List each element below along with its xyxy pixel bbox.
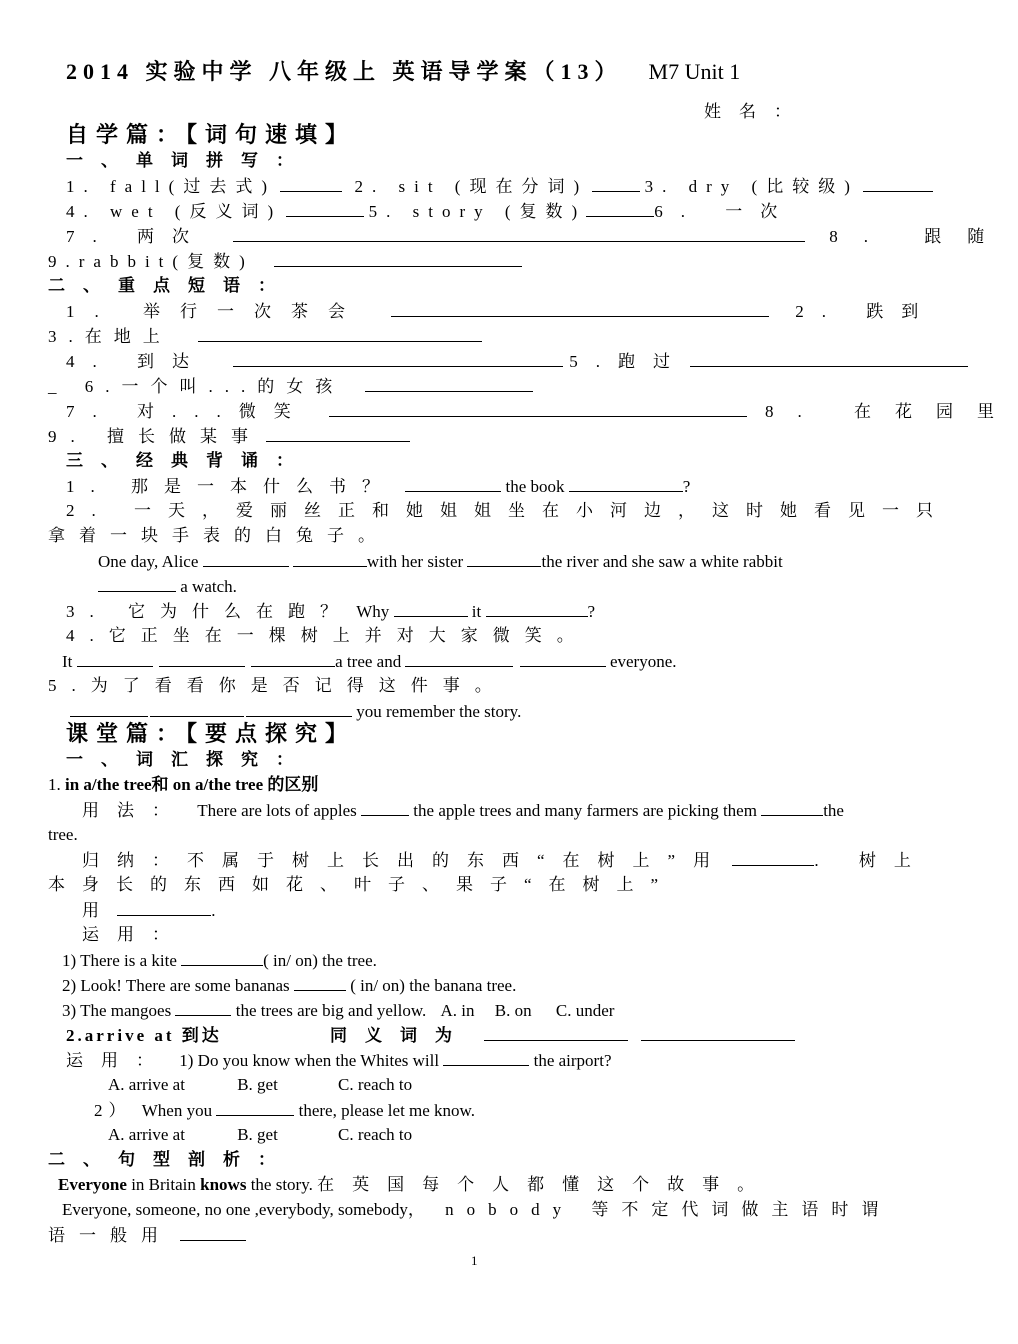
blank[interactable] (484, 1025, 628, 1041)
blank[interactable] (198, 326, 482, 342)
item1-summary-b: 本身长的东西如花、叶子、果子“在树上” (48, 875, 676, 894)
item1-usage: 用法： There are lots of apples the apple trees and many farmers are picking them the (82, 801, 844, 820)
name-label: 姓名： (704, 102, 809, 121)
option-c[interactable]: C. reach to (338, 1125, 413, 1144)
phrase-line-2: 3.在地上 (48, 326, 482, 347)
item2-q2: 2） When you there, please let me know. (94, 1101, 475, 1120)
blank[interactable] (117, 900, 211, 916)
blank[interactable] (443, 1050, 529, 1066)
recite-4-cn: 4.它正坐在一棵树上并对大家微笑。 (66, 626, 589, 645)
item2-q2-options (108, 1125, 412, 1145)
sentence-heading: 二、句型剖析： (48, 1150, 293, 1169)
blank[interactable] (233, 226, 805, 242)
blank[interactable] (863, 176, 933, 192)
blank[interactable] (150, 701, 244, 717)
blank[interactable] (586, 201, 654, 217)
blank[interactable] (405, 651, 513, 667)
item2-q1: 运用： 1) Do you know when the Whites will the airport? (66, 1051, 612, 1070)
recite-3: 3. 它为什么在跑？ Why it ? (66, 602, 596, 621)
blank[interactable] (266, 426, 410, 442)
option-a[interactable]: A. arrive at (108, 1075, 185, 1094)
blank[interactable] (405, 476, 501, 492)
item1-apply-label: 运用： (82, 925, 187, 944)
recite-2-cn-a: 2. 一天，爱丽丝正和她姐姐坐在小河边，这时她看见一只 (66, 501, 950, 520)
item1-summary-a: 归纳：不属于树上长出的东西“在树上”用 . 树上 (82, 851, 929, 870)
item1-q3: 3) The mangoes the trees are big and yellow. A. in B. on C. under (62, 1001, 615, 1020)
spelling-line-2: 4. wet (反义词) 5. story (复数) 6. 一次 (66, 202, 796, 221)
option-a[interactable]: A. in (440, 1001, 475, 1020)
blank[interactable] (246, 701, 352, 717)
item2-q1-options (108, 1075, 412, 1095)
blank[interactable] (216, 1100, 294, 1116)
blank[interactable] (761, 800, 823, 816)
unit-label: M7 Unit 1 (648, 59, 741, 84)
option-b[interactable]: B. get (237, 1075, 278, 1094)
blank[interactable] (159, 651, 245, 667)
item2-title: 2.arrive at 到达 同义词为 (66, 1025, 795, 1046)
page-number: 1 (471, 1253, 478, 1268)
sentence-note-a: Everyone, someone, no one ,everybody, somebody， nobody 等不定代词做主语时谓 (62, 1200, 892, 1219)
phrase-line-4: _ 6.一个叫...的女孩 (48, 376, 533, 397)
blank[interactable] (233, 351, 563, 367)
blank[interactable] (180, 1225, 246, 1241)
blank[interactable] (520, 651, 606, 667)
recite-2-cn-b: 拿着一块手表的白兔子。 (48, 526, 389, 545)
item1-q1: 1) There is a kite ( in/ on) the tree. (62, 951, 377, 970)
spelling-line-3: 7. 两次 8. 跟随 (66, 227, 1011, 246)
blank[interactable] (486, 601, 588, 617)
phrase-line-5: 7. 对...微笑 8. 在花园里 (66, 402, 1018, 421)
item1-title: 1. in a/the tree和 on a/the tree 的区别 (48, 775, 319, 794)
blank[interactable] (175, 1000, 231, 1016)
blank[interactable] (361, 800, 409, 816)
blank[interactable] (70, 701, 148, 717)
blank[interactable] (329, 401, 747, 417)
recite-5-cn: 5.为了看看你是否记得这件事。 (48, 676, 507, 695)
blank[interactable] (569, 476, 683, 492)
title-main: 2014 实验中学 八年级上 英语导学案（13） (66, 59, 623, 84)
option-b[interactable]: B. get (237, 1125, 278, 1144)
spelling-line-1: 1. fall(过去式) 2. sit (现在分词) 3. dry (比较级) (66, 176, 933, 197)
spelling-line-4: 9.rabbit(复数) (48, 251, 522, 272)
classroom-heading: 课堂篇：【要点探究】 (66, 721, 356, 746)
sentence-example: Everyone in Britain knows the story. 在英国每个人都懂这个故事。 (58, 1175, 773, 1194)
recite-5-en: you remember the story. (70, 701, 521, 722)
item1-summary-c: 用 . (82, 901, 216, 920)
recite-2-en-a: One day, Alice with her sister the river and she saw a white rabbit (98, 552, 783, 571)
sentence-note-b: 语一般用 (48, 1225, 246, 1246)
spelling-heading: 一、单词拼写： (66, 151, 311, 170)
blank[interactable] (394, 601, 468, 617)
phrase-line-6: 9. 擅长做某事 (48, 426, 410, 447)
blank[interactable] (732, 850, 814, 866)
option-b[interactable]: B. on (494, 1001, 532, 1020)
blank[interactable] (181, 950, 263, 966)
phrase-line-1: 1. 举行一次茶会 2. 跌到 (66, 302, 937, 321)
item1-usage-cont: tree. (48, 825, 78, 844)
self-study-heading: 自学篇：【词句速填】 (66, 122, 356, 147)
blank[interactable] (280, 176, 342, 192)
blank[interactable] (98, 576, 176, 592)
blank[interactable] (467, 551, 541, 567)
vocab-heading: 一、词汇探究： (66, 750, 311, 769)
recite-heading: 三、经典背诵： (66, 451, 311, 470)
option-c[interactable]: C. under (555, 1001, 615, 1020)
option-c[interactable]: C. reach to (338, 1075, 413, 1094)
blank[interactable] (77, 651, 153, 667)
recite-1: 1. 那是一本什么书？ the book ? (66, 477, 691, 496)
recite-4-en: It a tree and everyone. (62, 652, 677, 671)
blank[interactable] (274, 251, 522, 267)
blank[interactable] (391, 301, 769, 317)
blank[interactable] (365, 376, 533, 392)
option-a[interactable]: A. arrive at (108, 1125, 185, 1144)
phrase-line-3: 4. 到达 5.跑过 (66, 351, 968, 372)
blank[interactable] (592, 176, 640, 192)
blank[interactable] (203, 551, 289, 567)
blank[interactable] (641, 1025, 795, 1041)
blank[interactable] (293, 551, 367, 567)
phrases-heading: 二、重点短语： (48, 276, 293, 295)
blank[interactable] (286, 201, 364, 217)
item1-q2: 2) Look! There are some bananas ( in/ on) the banana tree. (62, 976, 517, 995)
document-title (66, 59, 741, 84)
blank[interactable] (690, 351, 968, 367)
blank[interactable] (251, 651, 335, 667)
blank[interactable] (294, 975, 346, 991)
recite-2-en-b: a watch. (98, 576, 237, 597)
